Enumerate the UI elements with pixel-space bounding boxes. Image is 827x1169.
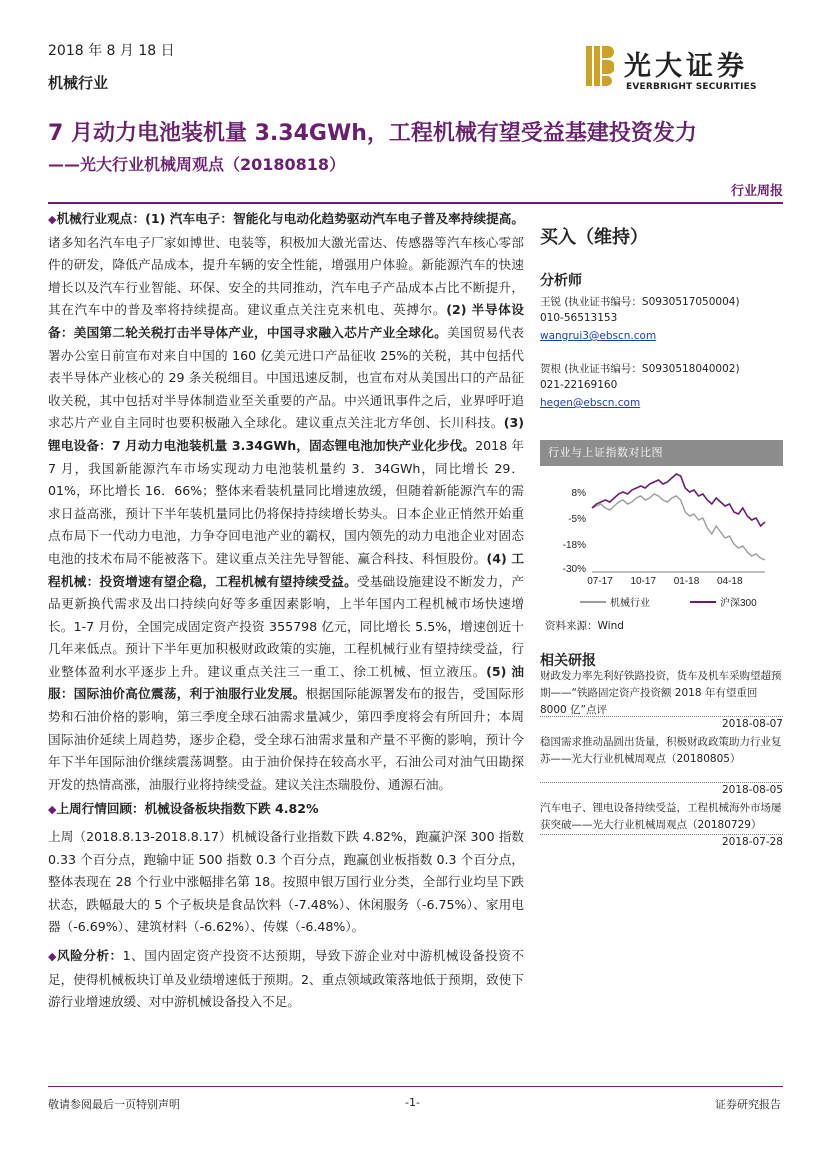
analyst-2-email[interactable]: hegen@ebscn.com [540,397,641,409]
diamond-bullet-icon: ◆ [48,803,57,817]
industry-view-section [48,208,524,796]
legend-label: 沪深300 [720,598,757,609]
point-4-text: 受基础设施建设不断发力，产品更新换代需求及出口持续向好等多重因素影响，上半年国内工程机械市场快速增长。1-7 月份，全国完成固定资产投资 355798 亿元，同比增长 5.5%，增速创近十几年来低点。预计下半年更加积极财政政策的实施，工程机械行业有望持续受益，行业整体盈利水平逐步上升。建议重点关注三一重工、徐工机械、恒立液压。 [48,573,525,679]
y-tick-label: 8% [571,488,586,499]
y-tick-label: -18% [562,540,586,551]
analyst-2-name: 贺根 (执业证书编号：S0930518040002) [540,363,740,375]
footer-divider [48,1086,783,1087]
industry-label: 机械行业 [48,74,109,92]
section-heading: 风险分析： [56,948,123,963]
risk-analysis-section [48,945,524,1014]
analyst-heading: 分析师 [540,273,582,289]
x-tick-label: 04-18 [716,576,743,587]
related-report-2-date: 2018-08-05 [540,782,783,796]
section-heading: 上周行情回顾：机械设备板块指数下跌 4.82% [56,801,319,817]
point-5-label: (5) 油服：国际油价高位震荡，利于油服行业发展。 [48,663,524,702]
logo-chinese-name: 光大证券 [624,51,748,82]
x-tick-label: 10-17 [630,576,657,587]
page-number: -1- [405,1096,420,1109]
related-report-3[interactable]: 汽车电子、锂电设备持续受益，工程机械海外市场屡获突破——光大行业机械周观点（20180729） [540,802,782,831]
series-line-沪深300 [592,474,765,526]
market-review-heading [48,798,524,822]
report-subtitle: ——光大行业机械周观点（20180818） [48,155,346,174]
y-tick-label: -30% [562,564,586,575]
y-tick-label: -5% [568,514,586,525]
everbright-logo-icon [584,44,614,88]
footer-report-type: 证券研究报告 [715,1098,781,1111]
point-1-text: 诸多知名汽车电子厂家如博世、电装等，积极加大激光雷达、传感器等汽车核心零部件的研发，降低产品成本，提升车辆的安全性能，增强用户体验。新能源汽车的快速增长以及汽车行业智能、环保、安全的共同推动，汽车电子产品成本占比不断提升，其在汽车中的普及率将持续提高。建议重点关注克来机电、英搏尔。 [48,234,524,318]
point-4-label: (4) 工程机械：投资增速有望企稳，工程机械有望持续受益。 [48,550,524,589]
point-2-label: (2) 半导体设备：美国第二轮关税打击半导体产业，中国寻求融入芯片产业全球化。 [48,302,524,340]
analyst-2-phone: 021-22169160 [540,379,618,391]
related-report-2[interactable]: 稳国需求推动晶圆出货量，积极财政政策助力行业复苏——光大行业机械周观点（20180805） [540,736,782,765]
analyst-1-phone: 010-56513153 [540,312,618,324]
diamond-bullet-icon: ◆ [48,213,57,226]
chart-title: 行业与上证指数对比图 [540,440,783,466]
index-comparison-chart [540,468,783,618]
point-2-text: 美国贸易代表署办公室日前宣布对来自中国的 160 亿美元进口产品征收 25%的关税，其中包括代表半导体产业核心的 29 条关税细目。中国迅速反制，也宣布对从美国出口的产品征收关税，其中包括对半导体制造业至关重要的产品。中兴通讯事件之后，业界呼吁追求芯片产业自主同时也要积极融入全球化。建议重点关注北方华创、长川科技。 [48,324,525,431]
footer-disclaimer: 敬请参阅最后一页特别声明 [48,1098,180,1111]
main-body [48,208,524,1014]
related-reports-heading: 相关研报 [540,653,596,669]
point-1-label: (1) 汽车电子：智能化与电动化趋势驱动汽车电子普及率持续提高。 [145,211,524,226]
header-divider [48,202,783,204]
report-type-label: 行业周报 [730,184,783,199]
series-line-机械行业 [592,494,765,560]
related-report-3-date: 2018-07-28 [540,834,783,848]
chart-source: 资料来源：Wind [545,620,624,632]
diamond-bullet-icon: ◆ [48,950,57,963]
risk-text: 1、国内固定资产投资不达预期，导致下游企业对中游机械设备投资不足，使得机械板块订单及业绩增速低于预期。2、重点领域政策落地低于预期，致使下游行业增速放缓、对中游机械设备投入不足。 [48,948,524,1010]
section-heading: 机械行业观点： [56,211,146,226]
analyst-1-name: 王锐 (执业证书编号：S0930517050004) [540,296,740,308]
analyst-1-email[interactable]: wangrui3@ebscn.com [540,330,657,342]
x-tick-label: 07-17 [587,576,613,587]
point-5-text: 根据国际能源署发布的报告，受国际形势和石油价格的影响，第三季度全球石油需求量减少，第四季度将会有所回升；本周国际油价延续上周趋势，逐步企稳，受全球石油需求量和产量不平衡的影响，预计今年下半年国际油价继续震荡调整。由于油价保持在较高水平，石油公司对油气田勘探开发的热情高涨，油服行业将持续受益。建议关注杰瑞股份、通源石油。 [48,686,525,792]
rating-label: 买入（维持） [540,227,648,248]
point-3-label: (3) 锂电设备：7 月动力电池装机量 3.34GWh，固态锂电池加快产业化步伐。 [48,415,524,453]
report-title: 7 月动力电池装机量 3.34GWh，工程机械有望受益基建投资发力 [48,121,697,146]
market-review-text: 上周（2018.8.13-2018.8.17）机械设备行业指数下跌 4.82%，跑赢沪深 300 指数 0.33 个百分点，跑输中证 500 指数 0.3 个百分点，跑赢创业板指数 0.3 个百分点，整体表现在 28 个行业中涨幅排名第 18。按照申银万国行业分类，全部行业均呈下跌状态，跌幅最大的 5 个子板块是食品饮料（-7.48%）、休闲服务（-6.75%）、家用电器（-6.69%）、建筑材料（-6.62%）、传媒（-6.48%）。 [48,829,524,935]
related-report-1[interactable]: 财政发力率先利好铁路投资，货车及机车采购望超预期——“铁路固定资产投资额 2018 年有望重回 8000 亿”点评 [540,670,782,716]
legend-label: 机械行业 [610,598,650,609]
report-date: 2018 年 8 月 18 日 [48,43,175,59]
x-tick-label: 01-18 [673,576,700,587]
related-report-1-date: 2018-08-07 [540,716,783,730]
logo-english-name: EVERBRIGHT SECURITIES [626,82,757,92]
everbright-logo [584,44,780,98]
point-3-text: 2018 年 7 月，我国新能源汽车市场实现动力电池装机量约 3．34GWh，同比增长 29．01%，环比增长 16．66%；整体来看装机量同比增速放缓，但随着新能源汽车的需求日益高涨，预计下半年装机量同比仍将保持持续增长势头。日本企业正悄然开始重点布局下一代动力电池，力争夺回电池产业的霸权，国内领先的动力电池企业对固态电池的技术布局不能被落下。建议重点关注先导智能、赢合科技、科恒股份。 [48,437,524,566]
